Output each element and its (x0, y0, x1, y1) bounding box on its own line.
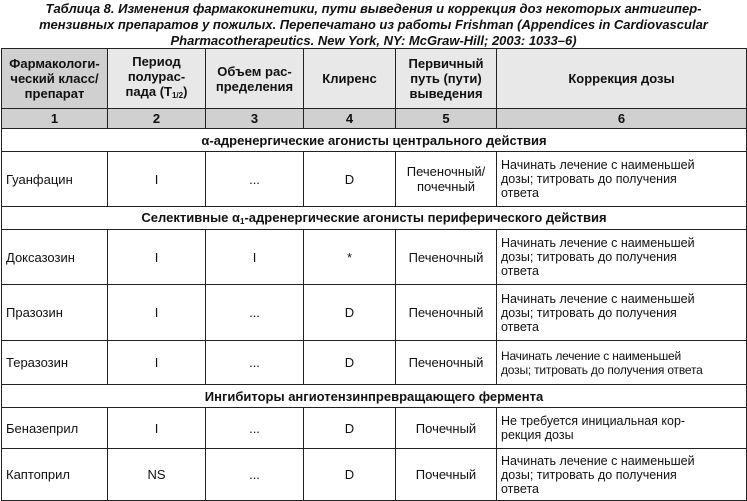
route-value: Печеночный (396, 230, 497, 285)
caption-line: Pharmacotherapeutics. New York, NY: McGraw-Hill; 2003: 1033–6) (170, 33, 577, 48)
table-row (2, 449, 747, 501)
clearance-value: D (304, 152, 396, 207)
volume-value: ... (206, 152, 304, 207)
table-row (2, 408, 747, 449)
halflife-value: I (108, 408, 206, 449)
table-row (2, 230, 747, 285)
drug-name: Доксазозин (2, 230, 108, 285)
route-value: Почечный (396, 449, 497, 501)
table-row (2, 341, 747, 385)
volume-value: ... (206, 285, 304, 341)
header-clearance: Клиренс (304, 49, 396, 109)
section-title: Ингибиторы ангиотензинпревращающего фермента (2, 385, 747, 408)
table-row (2, 152, 747, 207)
header-class-drug: Фармакологи- ческий класс/ препарат (2, 49, 108, 109)
column-number: 2 (108, 109, 206, 129)
column-number: 3 (206, 109, 304, 129)
column-number: 4 (304, 109, 396, 129)
table-row (2, 285, 747, 341)
section-title: α-адренергические агонисты центрального действия (2, 129, 747, 152)
route-value: Почечный (396, 408, 497, 449)
dose-correction: Начинать лечение с наименьшей дозы; титровать до получения ответа (497, 230, 747, 285)
clearance-value: D (304, 408, 396, 449)
route-value: Печеночный/ почечный (396, 152, 497, 207)
column-number-row (2, 109, 747, 129)
dose-correction: Начинать лечение с наименьшей дозы; титровать до получения ответа (497, 341, 747, 385)
dose-correction: Начинать лечение с наименьшей дозы; титровать до получения ответа (497, 285, 747, 341)
route-value: Печеночный (396, 341, 497, 385)
clearance-value: D (304, 449, 396, 501)
caption-line: Таблица 8. Изменения фармакокинетики, пути выведения и коррекция доз некоторых антигипер- (45, 1, 702, 16)
clearance-value: D (304, 341, 396, 385)
caption-line: тензивных препаратов у пожилых. Перепечатано из работы Frishman (Appendices in Cardiovascular (39, 17, 708, 32)
volume-value: I (206, 230, 304, 285)
drug-name: Гуанфацин (2, 152, 108, 207)
drug-name: Каптоприл (2, 449, 108, 501)
drug-name: Празозин (2, 285, 108, 341)
clearance-value: D (304, 285, 396, 341)
halflife-value: NS (108, 449, 206, 501)
header-halflife: Период полурас- пада $(Т_{1/2})$ (108, 49, 206, 109)
section-title: Селективные $\alpha_1$-адренергические агонисты периферического действия (2, 207, 747, 230)
volume-value: ... (206, 449, 304, 501)
dose-correction: Не требуется инициальная кор- рекция дозы (497, 408, 747, 449)
section-row (2, 385, 747, 408)
drug-name: Беназеприл (2, 408, 108, 449)
section-row (2, 207, 747, 230)
column-number: 1 (2, 109, 108, 129)
header-route: Первичный путь (пути) выведения (396, 49, 497, 109)
halflife-value: I (108, 285, 206, 341)
clearance-value: * (304, 230, 396, 285)
header-volume: Объем рас- пределения (206, 49, 304, 109)
pharmacokinetics-table (1, 48, 747, 501)
column-number: 6 (497, 109, 747, 129)
dose-correction: Начинать лечение с наименьшей дозы; титровать до получения ответа (497, 152, 747, 207)
header-dose: Коррекция дозы (497, 49, 747, 109)
section-row (2, 129, 747, 152)
halflife-value: I (108, 341, 206, 385)
table-caption (0, 0, 747, 49)
route-value: Печеночный (396, 285, 497, 341)
dose-correction: Начинать лечение с наименьшей дозы; титровать до получения ответа (497, 449, 747, 501)
column-number: 5 (396, 109, 497, 129)
volume-value: ... (206, 408, 304, 449)
volume-value: ... (206, 341, 304, 385)
header-row (2, 49, 747, 109)
drug-name: Теразозин (2, 341, 108, 385)
halflife-value: I (108, 230, 206, 285)
halflife-value: I (108, 152, 206, 207)
